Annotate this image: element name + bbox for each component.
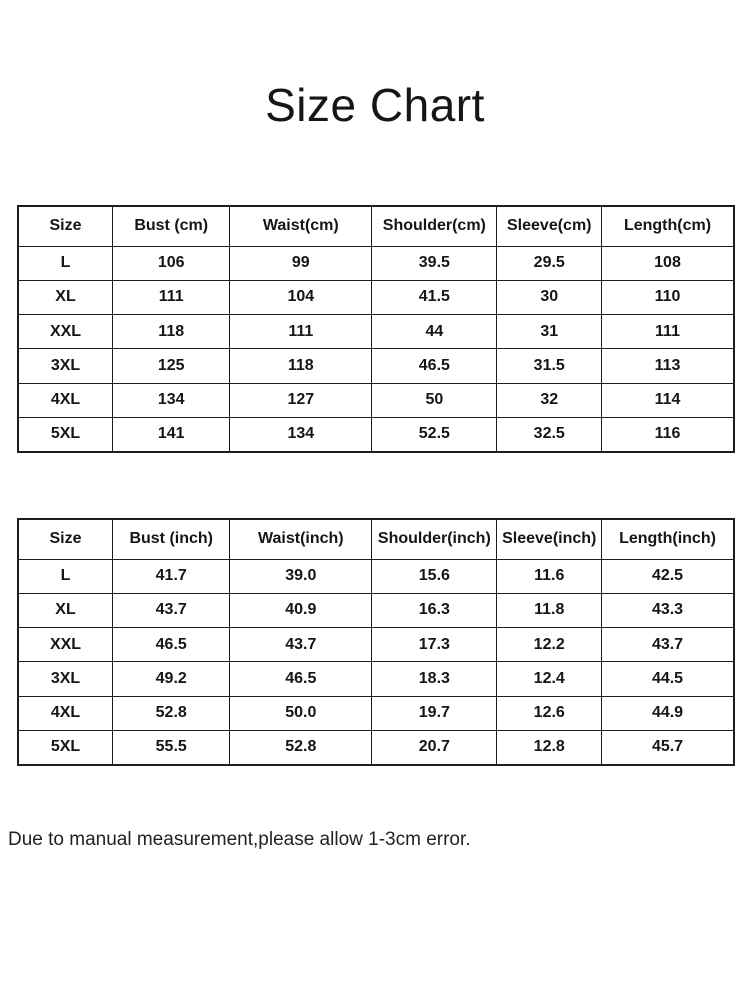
measurement-cell: 113 [602, 349, 734, 383]
column-header: Bust (inch) [113, 519, 230, 559]
measurement-cell: 17.3 [372, 628, 497, 662]
measurement-cell: 141 [113, 417, 230, 451]
measurement-cell: 50 [372, 383, 497, 417]
size-table-cm [17, 205, 735, 453]
size-cell: 3XL [18, 662, 113, 696]
measurement-cell: 30 [497, 280, 602, 314]
size-cell: 3XL [18, 349, 113, 383]
measurement-cell: 50.0 [230, 696, 372, 730]
measurement-cell: 134 [113, 383, 230, 417]
column-header: Size [18, 519, 113, 559]
measurement-cell: 44 [372, 315, 497, 349]
measurement-cell: 127 [230, 383, 372, 417]
measurement-cell: 12.6 [497, 696, 602, 730]
table-row [18, 593, 734, 627]
measurement-cell: 108 [602, 246, 734, 280]
measurement-cell: 15.6 [372, 559, 497, 593]
measurement-cell: 32 [497, 383, 602, 417]
column-header: Length(cm) [602, 206, 734, 246]
column-header: Length(inch) [602, 519, 734, 559]
measurement-cell: 45.7 [602, 730, 734, 764]
column-header: Sleeve(inch) [497, 519, 602, 559]
table-row [18, 628, 734, 662]
measurement-cell: 29.5 [497, 246, 602, 280]
column-header: Waist(cm) [230, 206, 372, 246]
measurement-cell: 19.7 [372, 696, 497, 730]
table-row [18, 730, 734, 764]
measurement-cell: 104 [230, 280, 372, 314]
measurement-cell: 52.8 [113, 696, 230, 730]
measurement-cell: 110 [602, 280, 734, 314]
size-cell: L [18, 559, 113, 593]
measurement-cell: 46.5 [372, 349, 497, 383]
measurement-cell: 12.2 [497, 628, 602, 662]
measurement-cell: 111 [113, 280, 230, 314]
measurement-error-note: Due to manual measurement,please allow 1-3cm error. [8, 829, 471, 850]
size-cell: 4XL [18, 383, 113, 417]
measurement-cell: 43.7 [230, 628, 372, 662]
measurement-cell: 40.9 [230, 593, 372, 627]
size-cell: XXL [18, 628, 113, 662]
column-header: Bust (cm) [113, 206, 230, 246]
measurement-cell: 52.5 [372, 417, 497, 451]
measurement-cell: 31.5 [497, 349, 602, 383]
column-header: Shoulder(inch) [372, 519, 497, 559]
size-cell: XL [18, 280, 113, 314]
measurement-cell: 44.5 [602, 662, 734, 696]
measurement-cell: 20.7 [372, 730, 497, 764]
size-cell: 5XL [18, 730, 113, 764]
size-cell: XL [18, 593, 113, 627]
measurement-cell: 39.0 [230, 559, 372, 593]
table-row [18, 559, 734, 593]
measurement-cell: 12.8 [497, 730, 602, 764]
measurement-cell: 99 [230, 246, 372, 280]
header-row [18, 206, 734, 246]
measurement-cell: 52.8 [230, 730, 372, 764]
measurement-cell: 31 [497, 315, 602, 349]
column-header: Sleeve(cm) [497, 206, 602, 246]
measurement-cell: 11.8 [497, 593, 602, 627]
measurement-cell: 43.7 [602, 628, 734, 662]
measurement-cell: 134 [230, 417, 372, 451]
header-row [18, 519, 734, 559]
measurement-cell: 49.2 [113, 662, 230, 696]
column-header: Shoulder(cm) [372, 206, 497, 246]
measurement-cell: 41.7 [113, 559, 230, 593]
measurement-cell: 12.4 [497, 662, 602, 696]
table-row [18, 280, 734, 314]
table-row [18, 383, 734, 417]
column-header: Waist(inch) [230, 519, 372, 559]
measurement-cell: 44.9 [602, 696, 734, 730]
size-cell: 4XL [18, 696, 113, 730]
measurement-cell: 55.5 [113, 730, 230, 764]
measurement-cell: 11.6 [497, 559, 602, 593]
page-title: Size Chart [265, 79, 485, 131]
measurement-cell: 114 [602, 383, 734, 417]
measurement-cell: 43.3 [602, 593, 734, 627]
measurement-cell: 16.3 [372, 593, 497, 627]
measurement-cell: 39.5 [372, 246, 497, 280]
measurement-cell: 106 [113, 246, 230, 280]
measurement-cell: 118 [113, 315, 230, 349]
table-row [18, 315, 734, 349]
measurement-cell: 125 [113, 349, 230, 383]
measurement-cell: 42.5 [602, 559, 734, 593]
column-header: Size [18, 206, 113, 246]
size-cell: XXL [18, 315, 113, 349]
table-row [18, 246, 734, 280]
measurement-cell: 111 [230, 315, 372, 349]
measurement-cell: 46.5 [230, 662, 372, 696]
measurement-cell: 32.5 [497, 417, 602, 451]
measurement-cell: 118 [230, 349, 372, 383]
table-row [18, 662, 734, 696]
measurement-cell: 46.5 [113, 628, 230, 662]
size-cell: L [18, 246, 113, 280]
measurement-cell: 43.7 [113, 593, 230, 627]
table-row [18, 349, 734, 383]
size-cell: 5XL [18, 417, 113, 451]
measurement-cell: 18.3 [372, 662, 497, 696]
measurement-cell: 111 [602, 315, 734, 349]
table-row [18, 696, 734, 730]
size-table-inch [17, 518, 735, 766]
table-row [18, 417, 734, 451]
measurement-cell: 116 [602, 417, 734, 451]
measurement-cell: 41.5 [372, 280, 497, 314]
